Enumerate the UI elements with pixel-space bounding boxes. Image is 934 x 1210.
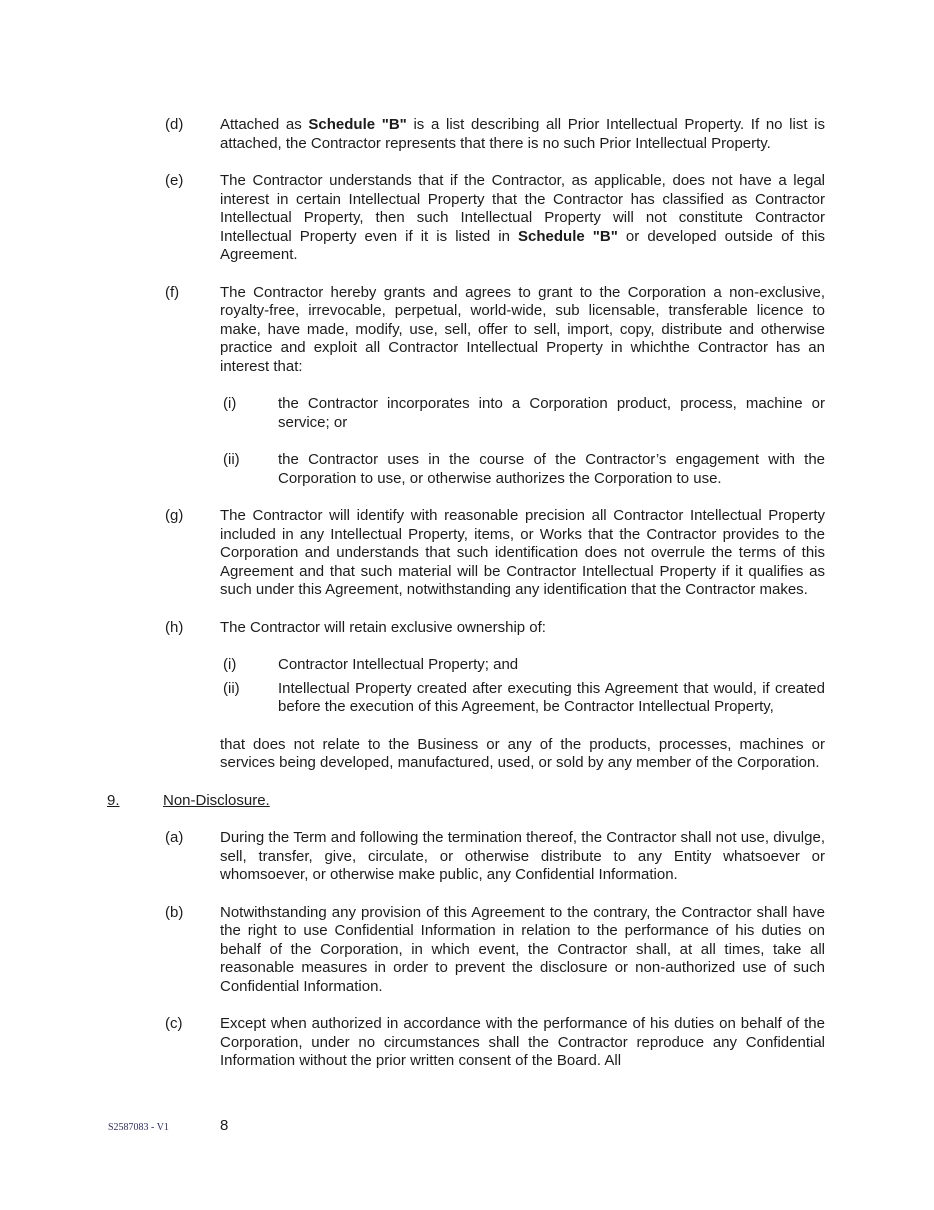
clause-d-text: Attached as Schedule "B" is a list describing all Prior Intellectual Property. If no list is attached, the Contractor represents that there is no such Prior Intellectual Property. bbox=[220, 116, 825, 152]
clause-f-ii-label: (ii) bbox=[223, 451, 240, 468]
clause-b-label: (b) bbox=[165, 903, 184, 921]
clause-f bbox=[165, 284, 825, 377]
clause-f-i-label: (i) bbox=[223, 395, 237, 412]
clause-h-text: The Contractor will retain exclusive ownership of: bbox=[220, 618, 546, 636]
document-body bbox=[107, 116, 825, 1090]
clause-b bbox=[165, 904, 825, 997]
clause-d bbox=[165, 116, 825, 153]
clause-e bbox=[165, 172, 825, 265]
clause-c bbox=[165, 1015, 825, 1071]
clause-c-text: Except when authorized in accordance with the performance of his duties on behalf of the Corporation, under no circumstances shall the Contractor reproduce any Confidential Information without the prior written consent of the Board. All bbox=[220, 1015, 825, 1069]
clause-g-text: The Contractor will identify with reasonable precision all Contractor Intellectual Property included in any Intellectual Property, items, or Works that the Contractor provides to the Corporation and understands that such identification does not overrule the terms of this Agreement and that such material will be Contractor Intellectual Property if it qualifies as such under this Agreement, notwithstanding any identification that the Contractor makes. bbox=[220, 507, 825, 598]
document-number-stamp: S2587083 - V1 bbox=[108, 1122, 169, 1133]
clause-h-i-text: Contractor Intellectual Property; and bbox=[278, 656, 519, 673]
clause-g-label: (g) bbox=[165, 507, 184, 524]
clause-f-ii bbox=[223, 451, 825, 488]
clause-h-i bbox=[223, 656, 825, 675]
clause-h-ii-label: (ii) bbox=[223, 679, 240, 697]
clause-h-ii-text: Intellectual Property created after executing this Agreement that would, if created before the execution of this Agreement, be Contractor Intellectual Property, bbox=[278, 679, 825, 715]
clause-f-i bbox=[223, 395, 825, 432]
section-9-number: 9. bbox=[107, 791, 120, 809]
section-9-title: Non-Disclosure. bbox=[163, 791, 270, 809]
clause-h-ii bbox=[223, 680, 825, 717]
clause-e-label: (e) bbox=[165, 172, 184, 189]
clause-f-i-text: the Contractor incorporates into a Corporation product, process, machine or service; or bbox=[278, 395, 825, 431]
clause-h bbox=[165, 619, 825, 638]
clause-d-label: (d) bbox=[165, 116, 184, 133]
clause-c-label: (c) bbox=[165, 1015, 183, 1032]
clause-a-text: During the Term and following the termination thereof, the Contractor shall not use, divulge, sell, transfer, give, circulate, or otherwise distribute to any Entity whatsoever or whomsoever, or otherwise make public, any Confidential Information. bbox=[220, 829, 825, 883]
clause-e-text: The Contractor understands that if the Contractor, as applicable, does not have a legal interest in certain Intellectual Property that the Contractor has classified as Contractor Intellectual Property, then such Intellectual Property will not constitute Contractor Intellectual Property even if it is listed in Schedule "B" or developed outside of this Agreement. bbox=[220, 172, 826, 263]
clause-f-ii-text: the Contractor uses in the course of the Contractor’s engagement with the Corporation to use, or otherwise authorizes the Corporation to use. bbox=[278, 451, 825, 487]
clause-f-label: (f) bbox=[165, 283, 180, 301]
clause-h-label: (h) bbox=[165, 618, 184, 636]
clause-a-label: (a) bbox=[165, 829, 184, 846]
clause-h-i-label: (i) bbox=[223, 656, 237, 673]
page-number: 8 bbox=[220, 1117, 229, 1134]
clause-a bbox=[165, 829, 825, 885]
section-9-heading bbox=[107, 792, 825, 811]
clause-g bbox=[165, 507, 825, 600]
clause-h-continuation: that does not relate to the Business or any of the products, processes, machines or services being developed, manufactured, used, or sold by any member of the Corporation. bbox=[220, 735, 825, 771]
clause-b-text: Notwithstanding any provision of this Agreement to the contrary, the Contractor shall have the right to use Confidential Information in relation to the performance of his duties on behalf of the Corporation, in which event, the Contractor shall, at all times, take all reasonable measures in order to prevent the disclosure or non-authorized use of such Confidential Information. bbox=[220, 903, 825, 995]
clause-f-text: The Contractor hereby grants and agrees to grant to the Corporation a non-exclusive, royalty-free, irrevocable, perpetual, world-wide, sub licensable, transferable licence to make, have made, modify, use, sell, offer to sell, import, copy, distribute and otherwise practice and exploit all Contractor Intellectual Property in whichthe Contractor has an interest that: bbox=[220, 283, 825, 375]
